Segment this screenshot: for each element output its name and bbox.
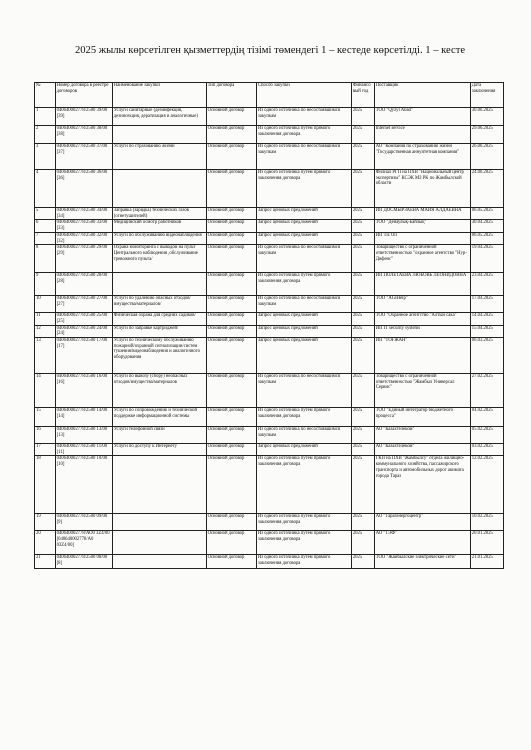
table-row: [35, 126, 504, 144]
supplier-cell: ИП ДОСМЫРЗАЕВА МАЙЯ АЛДАЕВНА: [374, 208, 470, 220]
procurement-method-cell: Из одного источника путем прямого заключения договора: [256, 170, 351, 208]
table-row: [35, 273, 504, 296]
procurement-name-cell: Охрана мониторинга с выводом на пульт Центрального наблюдения ,обслуживание тревожного пульта/: [112, 245, 206, 273]
procurement-name-cell: [112, 170, 206, 208]
table-row: [35, 108, 504, 126]
financial-year-cell: 2025: [351, 273, 374, 296]
procurement-method-cell: Из одного источника по несостоявшимся закупкам: [256, 144, 351, 170]
procurement-method-cell: Запрос ценовых предложений: [256, 338, 351, 374]
conclusion-date-cell: 05.02.2025: [470, 427, 503, 444]
contract-type-cell: Основной договор: [206, 108, 256, 126]
procurement-method-cell: Запрос ценовых предложений: [256, 444, 351, 456]
procurement-name-cell: Заправка (зарядка) технических газов (огнетушителей): [112, 208, 206, 220]
row-number-cell: 1: [35, 108, 56, 126]
supplier-cell: ТОО "Единый интегратор бюджетного процесса": [374, 408, 470, 427]
conclusion-date-cell: 30.06.2025: [470, 108, 503, 126]
table-row: [35, 555, 504, 569]
financial-year-cell: 2025: [351, 444, 374, 456]
financial-year-cell: 2025: [351, 374, 374, 408]
procurement-method-cell: Из одного источника путем прямого заключения договора: [256, 273, 351, 296]
supplier-cell: ТОО "AGIHelp": [374, 296, 470, 313]
table-row: [35, 338, 504, 374]
contract-number-cell: 040640002778/2500 25/00 [25]: [55, 313, 112, 325]
row-number-cell: 7: [35, 232, 56, 244]
supplier-cell: АО "ТЭФ": [374, 531, 470, 555]
row-number-cell: 14: [35, 374, 56, 408]
table-row: [35, 208, 504, 220]
row-number-cell: 16: [35, 427, 56, 444]
conclusion-date-cell: 06.05.2025: [470, 208, 503, 220]
contract-type-cell: Основной договор: [206, 555, 256, 569]
table-row: [35, 427, 504, 444]
row-number-cell: 5: [35, 208, 56, 220]
financial-year-cell: 2025: [351, 126, 374, 144]
contract-type-cell: Основной договор: [206, 208, 256, 220]
contract-number-cell: 040640002778/2500 14/00 [14]: [55, 408, 112, 427]
procurement-name-cell: Услуги по обслуживанию видеонаблюдения: [112, 232, 206, 244]
financial-year-cell: 2025: [351, 555, 374, 569]
conclusion-date-cell: 04.02.2025: [470, 408, 503, 427]
procurement-name-cell: Услуги по сопровождению и технической поддержке информационной системы: [112, 408, 206, 427]
financial-year-cell: 2025: [351, 296, 374, 313]
table-row: [35, 170, 504, 208]
financial-year-cell: 2025: [351, 531, 374, 555]
procurement-name-cell: Услуги по удалению опасных отходов/имущества/материалов/: [112, 296, 206, 313]
procurement-name-cell: Услуги по доступу к Интернету: [112, 444, 206, 456]
procurement-method-cell: Из одного источника путем прямого заключения договора: [256, 514, 351, 531]
contract-number-cell: 040640002778/2500 08/00 [8]: [55, 555, 112, 569]
supplier-cell: ИП "ТОҒЖАН": [374, 338, 470, 374]
financial-year-cell: 2025: [351, 208, 374, 220]
row-number-cell: 8: [35, 245, 56, 273]
financial-year-cell: 2025: [351, 514, 374, 531]
contract-type-cell: Основной договор: [206, 126, 256, 144]
table-row: [35, 325, 504, 337]
procurement-method-cell: Из одного источника по несостоявшимся закупкам: [256, 374, 351, 408]
procurement-method-cell: Из одного источника путем прямого заключения договора: [256, 456, 351, 514]
conclusion-date-cell: 27.02.2025: [470, 374, 503, 408]
financial-year-cell: 2025: [351, 427, 374, 444]
procurement-name-cell: [112, 273, 206, 296]
contract-number-cell: 040640002778/2500 27/00 [27]: [55, 296, 112, 313]
contract-type-cell: Основной договор: [206, 313, 256, 325]
contract-number-cell: 040640002778/2500 11/00 [11]: [55, 444, 112, 456]
contract-type-cell: Основной договор: [206, 170, 256, 208]
column-header: Номер договора в реестре договоров: [55, 83, 112, 108]
procurement-method-cell: Запрос ценовых предложений: [256, 313, 351, 325]
supplier-cell: АО "Таразэнергоцентр": [374, 514, 470, 531]
table-row: [35, 514, 504, 531]
conclusion-date-cell: 06.03.2025: [470, 338, 503, 374]
contract-type-cell: Основной договор: [206, 456, 256, 514]
contract-number-cell: 040640002778/2500 34/00 [34]: [55, 208, 112, 220]
conclusion-date-cell: 29.06.2025: [470, 126, 503, 144]
conclusion-date-cell: 24.06.2025: [470, 170, 503, 208]
supplier-cell: ИП Tiz Oil: [374, 232, 470, 244]
column-header: Наименование закупки: [112, 83, 206, 108]
procurement-name-cell: [112, 456, 206, 514]
contracts-table: [34, 82, 504, 569]
conclusion-date-cell: 23.04.2025: [470, 273, 503, 296]
contract-type-cell: Основной договор: [206, 144, 256, 170]
table-row: [35, 144, 504, 170]
supplier-cell: Товарищество с ограниченной ответственностью "охранное агентство "Нур-Дифенс": [374, 245, 470, 273]
contract-type-cell: Основной договор: [206, 232, 256, 244]
supplier-cell: ИП ПОЛЕТАЕВА ЛЮБОВЬ ЛЕОНИДОВНА: [374, 273, 470, 296]
supplier-cell: АО "Казахтелеком": [374, 427, 470, 444]
financial-year-cell: 2025: [351, 108, 374, 126]
row-number-cell: 3: [35, 144, 56, 170]
contract-number-cell: 040640002778/2500 10/00 [10]: [55, 456, 112, 514]
supplier-cell: ТОО "Жамбылские электрические сети": [374, 555, 470, 569]
contract-type-cell: Основной договор: [206, 374, 256, 408]
procurement-method-cell: Запрос ценовых предложений: [256, 220, 351, 232]
conclusion-date-cell: 20.01.2025: [470, 531, 503, 555]
financial-year-cell: 2025: [351, 232, 374, 244]
table-row: [35, 456, 504, 514]
financial-year-cell: 2025: [351, 220, 374, 232]
procurement-name-cell: Услуги санитарные (дезинфекция, дезинсекция, дератизация и аналогичные): [112, 108, 206, 126]
contract-number-cell: 040640002778/2500 37/00 [37]: [55, 144, 112, 170]
supplier-cell: АО "Компания по страхованию жизни "Государственная аннуитетная компания": [374, 144, 470, 170]
contract-type-cell: Основной договор: [206, 245, 256, 273]
conclusion-date-cell: 30.04.2025: [470, 220, 503, 232]
table-row: [35, 408, 504, 427]
procurement-name-cell: Услуги телефонной связи: [112, 427, 206, 444]
procurement-method-cell: Из одного источника путем прямого заключения договора: [256, 408, 351, 427]
table-row: [35, 296, 504, 313]
procurement-method-cell: Запрос ценовых предложений: [256, 325, 351, 337]
table-row: [35, 374, 504, 408]
conclusion-date-cell: 03.02.2025: [470, 444, 503, 456]
procurement-name-cell: Услуги по заправке картриджей/: [112, 325, 206, 337]
procurement-method-cell: Из одного источника путем прямого заключения договора: [256, 531, 351, 555]
table-row: [35, 313, 504, 325]
conclusion-date-cell: 15.04.2025: [470, 325, 503, 337]
procurement-method-cell: Из одного источника по несостоявшимся закупкам: [256, 427, 351, 444]
table-row: [35, 232, 504, 244]
table-row: [35, 531, 504, 555]
contract-number-cell: 040640002778/2500 38/00 [38]: [55, 126, 112, 144]
supplier-cell: ИП IT security systems: [374, 325, 470, 337]
financial-year-cell: 2025: [351, 313, 374, 325]
conclusion-date-cell: 26.06.2025: [470, 144, 503, 170]
contract-number-cell: 040640002778/2500 09/00 [9]: [55, 514, 112, 531]
contract-number-cell: 040640002778/2500 24/00 [24]: [55, 325, 112, 337]
table-header-row: [35, 83, 504, 108]
row-number-cell: 18: [35, 456, 56, 514]
conclusion-date-cell: 12.02.2025: [470, 456, 503, 514]
financial-year-cell: 2025: [351, 325, 374, 337]
financial-year-cell: 2025: [351, 170, 374, 208]
supplier-cell: ТОО "Денаулық-Байлық": [374, 220, 470, 232]
table-row: [35, 220, 504, 232]
table-row: [35, 245, 504, 273]
procurement-method-cell: Из одного источника по несостоявшимся закупкам: [256, 245, 351, 273]
financial-year-cell: 2025: [351, 144, 374, 170]
contract-number-cell: 040640002778/2500 17/00 [17]: [55, 338, 112, 374]
column-header: Способ закупки: [256, 83, 351, 108]
procurement-name-cell: Услуги по техническому обслуживанию пожарной/охранной сигнализации/систем тушения/видеонаблюдения и аналогичного оборудования: [112, 338, 206, 374]
supplier-cell: Филиал РГП на ПХВ "Национальный центр экспертизы" КСЭК МЗ РК по Жамбылской области: [374, 170, 470, 208]
procurement-name-cell: Услуги по страхованию жизни: [112, 144, 206, 170]
financial-year-cell: 2025: [351, 245, 374, 273]
supplier-cell: ТОО "Qyzyl Abad": [374, 108, 470, 126]
row-number-cell: 15: [35, 408, 56, 427]
row-number-cell: 4: [35, 170, 56, 208]
contract-number-cell: 040640002778/2500 39/00 [39]: [55, 108, 112, 126]
contract-type-cell: Основной договор: [206, 514, 256, 531]
column-header: №: [35, 83, 56, 108]
supplier-cell: ТОО "Охранное агентство "Алтын сака": [374, 313, 470, 325]
contract-type-cell: Основной договор: [206, 296, 256, 313]
financial-year-cell: 2025: [351, 456, 374, 514]
row-number-cell: 20: [35, 531, 56, 555]
row-number-cell: 2: [35, 126, 56, 144]
contract-type-cell: Основной договор: [206, 325, 256, 337]
conclusion-date-cell: 14.04.2025: [470, 313, 503, 325]
contract-number-cell: 040640002778/АО0 3Z4/00 [040640002778/А0 03Z4/00]: [55, 531, 112, 555]
row-number-cell: 6: [35, 220, 56, 232]
procurement-name-cell: Услуги по вывозу (сбору) неопасных отходов/имущества/материалов: [112, 374, 206, 408]
conclusion-date-cell: 06.05.2025: [470, 232, 503, 244]
procurement-name-cell: [112, 126, 206, 144]
conclusion-date-cell: 17.04.2025: [470, 296, 503, 313]
procurement-method-cell: Из одного источника по несостоявшимся закупкам: [256, 296, 351, 313]
row-number-cell: 9: [35, 273, 56, 296]
procurement-name-cell: [112, 555, 206, 569]
conclusion-date-cell: 21.01.2025: [470, 555, 503, 569]
document-title: 2025 жылы көрсетілген қызметтердің тізімі төмендегі 1 – кестеде көрсетілді. 1 – кесте: [74, 45, 466, 56]
contract-type-cell: Основной договор: [206, 531, 256, 555]
procurement-method-cell: Из одного источника путем прямого заключения договора: [256, 555, 351, 569]
column-header: Финансовый год: [351, 83, 374, 108]
contract-type-cell: Основной договор: [206, 408, 256, 427]
contract-type-cell: Основной договор: [206, 273, 256, 296]
procurement-method-cell: Запрос ценовых предложений: [256, 232, 351, 244]
conclusion-date-cell: 10.02.2025: [470, 514, 503, 531]
supplier-cell: Товарищество с ограниченной ответственностью "Жамбыл Универсал Сервис": [374, 374, 470, 408]
contract-type-cell: Основной договор: [206, 338, 256, 374]
row-number-cell: 11: [35, 313, 56, 325]
procurement-method-cell: Запрос ценовых предложений: [256, 208, 351, 220]
contract-type-cell: Основной договор: [206, 427, 256, 444]
column-header: Тип договора: [206, 83, 256, 108]
procurement-method-cell: Из одного источника путем прямого заключения договора: [256, 126, 351, 144]
column-header: Поставщик: [374, 83, 470, 108]
contract-number-cell: 040640002778/2500 36/00 [36]: [55, 170, 112, 208]
supplier-cell: АО "Казахтелеком": [374, 444, 470, 456]
contract-number-cell: 040640002778/2500 33/00 [33]: [55, 220, 112, 232]
conclusion-date-cell: 19.04.2025: [470, 245, 503, 273]
contract-number-cell: 040640002778/2500 32/00 [32]: [55, 232, 112, 244]
procurement-name-cell: Физическая охрана для средних садиков/: [112, 313, 206, 325]
supplier-cell: Internet service: [374, 126, 470, 144]
procurement-name-cell: [112, 531, 206, 555]
contract-number-cell: 040640002778/2500 29/00 [29]: [55, 245, 112, 273]
row-number-cell: 17: [35, 444, 56, 456]
financial-year-cell: 2025: [351, 408, 374, 427]
contract-type-cell: Основной договор: [206, 220, 256, 232]
contract-number-cell: 040640002778/2500 13/00 [13]: [55, 427, 112, 444]
row-number-cell: 21: [35, 555, 56, 569]
procurement-name-cell: Медицинский осмотр работников: [112, 220, 206, 232]
procurement-name-cell: [112, 514, 206, 531]
contract-number-cell: 040640002778/2500 28/00 [28]: [55, 273, 112, 296]
supplier-cell: ГКП на ПХВ "Жамбылсу" отдела жилищно-коммунального хозяйства, пассажирского транспорта и автомобильных дорог акимата города Тараз: [374, 456, 470, 514]
table-row: [35, 444, 504, 456]
row-number-cell: 19: [35, 514, 56, 531]
procurement-method-cell: Из одного источника по несостоявшимся закупкам: [256, 108, 351, 126]
row-number-cell: 10: [35, 296, 56, 313]
column-header: Дата заключения: [470, 83, 503, 108]
row-number-cell: 12: [35, 325, 56, 337]
financial-year-cell: 2025: [351, 338, 374, 374]
row-number-cell: 13: [35, 338, 56, 374]
contract-number-cell: 040640002778/2500 16/00 [16]: [55, 374, 112, 408]
contract-type-cell: Основной договор: [206, 444, 256, 456]
